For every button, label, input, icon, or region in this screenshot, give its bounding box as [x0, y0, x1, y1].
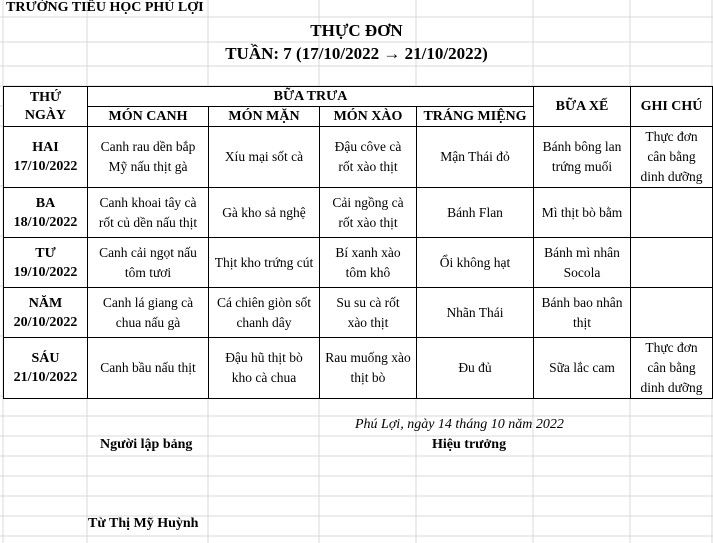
- school-name: TRƯỜNG TIỂU HỌC PHÚ LỢI: [6, 0, 204, 15]
- stirfry-cell[interactable]: [320, 288, 417, 338]
- date-label: 19/10/2022: [13, 264, 78, 280]
- snack-text: Socola: [563, 264, 601, 280]
- header-snack[interactable]: BỮA XẾ: [534, 87, 631, 127]
- soup-cell[interactable]: [88, 238, 209, 288]
- menu-row: [4, 288, 713, 338]
- salty-text: kho cà chua: [231, 370, 297, 385]
- header-day-label: THỨ: [29, 89, 62, 105]
- salty-cell[interactable]: [209, 127, 320, 188]
- note-text: cân bằng: [647, 149, 696, 164]
- weekday-label: HAI: [32, 140, 59, 155]
- note-text: Thực đơn: [645, 129, 698, 144]
- dessert-cell[interactable]: [417, 238, 534, 288]
- header-note[interactable]: GHI CHÚ: [631, 87, 713, 127]
- snack-cell[interactable]: [534, 188, 631, 238]
- stirfry-text: rốt xào thịt: [338, 159, 398, 174]
- header-stirfry[interactable]: MÓN XÀO: [320, 107, 417, 127]
- preparer-name: Từ Thị Mỹ Huỳnh: [88, 516, 199, 531]
- salty-cell[interactable]: [209, 238, 320, 288]
- stirfry-text: xào thịt: [347, 314, 389, 330]
- snack-text: Bánh bông lan: [542, 139, 622, 154]
- note-cell[interactable]: [631, 338, 713, 399]
- dessert-cell[interactable]: [417, 338, 534, 399]
- stirfry-text: Đậu côve cà: [334, 139, 402, 154]
- principal-label: Hiệu trưởng: [432, 437, 507, 452]
- day-cell[interactable]: [4, 288, 88, 338]
- soup-cell[interactable]: [88, 127, 209, 188]
- stirfry-text: tôm khô: [345, 264, 391, 280]
- note-text: dinh dưỡng: [640, 169, 703, 184]
- day-cell[interactable]: [4, 238, 88, 288]
- soup-text: Canh lá giang cà: [102, 294, 194, 310]
- weekday-label: BA: [35, 195, 56, 211]
- dessert-cell[interactable]: [417, 288, 534, 338]
- snack-cell[interactable]: [534, 338, 631, 399]
- header-salty[interactable]: MÓN MẶN: [209, 107, 320, 127]
- date-label: 20/10/2022: [13, 314, 78, 330]
- dessert-text: Đu đủ: [458, 360, 492, 375]
- stirfry-text: Rau muống xào: [325, 350, 411, 365]
- date-label: 21/10/2022: [13, 370, 78, 385]
- weekday-label: TƯ: [35, 245, 56, 261]
- snack-text: thịt: [572, 314, 591, 330]
- soup-text: Canh cải ngọt nấu: [99, 244, 197, 260]
- salty-text: Xíu mại sốt cà: [224, 149, 304, 164]
- stirfry-text: thịt bò: [350, 370, 386, 385]
- soup-text: Canh bầu nấu thịt: [100, 360, 196, 375]
- note-text: dinh dưỡng: [640, 380, 703, 395]
- menu-row: [4, 188, 713, 238]
- dessert-text: Ổi không hạt: [439, 254, 511, 270]
- soup-text: rốt củ dền nấu thịt: [98, 214, 198, 230]
- day-cell[interactable]: [4, 127, 88, 188]
- soup-text: chua nấu gà: [115, 314, 181, 330]
- dessert-text: Bánh Flan: [447, 204, 503, 220]
- soup-text: Canh khoai tây cà: [99, 194, 197, 210]
- note-text: cân bằng: [647, 360, 696, 375]
- weekday-label: NĂM: [28, 295, 63, 311]
- soup-cell[interactable]: [88, 188, 209, 238]
- menu-title: THỰC ĐƠN: [310, 21, 403, 40]
- weekday-label: SÁU: [31, 351, 60, 366]
- stirfry-cell[interactable]: [320, 188, 417, 238]
- salty-text: Gà kho sả nghệ: [222, 204, 306, 220]
- stirfry-cell[interactable]: [320, 127, 417, 188]
- stirfry-cell[interactable]: [320, 238, 417, 288]
- menu-row: [4, 238, 713, 288]
- dessert-text: Nhãn Thái: [446, 304, 504, 320]
- menu-row: [4, 338, 713, 399]
- soup-text: Canh rau dền bắp: [100, 139, 196, 154]
- preparer-label: Người lập bảng: [100, 437, 193, 452]
- soup-text: Mỹ nấu thịt gà: [108, 159, 188, 174]
- snack-text: Bánh mì nhân: [544, 244, 620, 260]
- soup-text: tôm tươi: [124, 264, 172, 280]
- place-date: Phú Lợi, ngày 14 tháng 10 năm 2022: [355, 417, 564, 432]
- note-text: Thực đơn: [645, 340, 698, 355]
- note-cell[interactable]: [631, 188, 713, 238]
- week-range: TUẦN: 7 (17/10/2022 → 21/10/2022): [225, 44, 488, 63]
- stirfry-text: Su su cà rốt: [336, 294, 400, 310]
- stirfry-text: Cải ngồng cà: [332, 194, 404, 210]
- note-cell[interactable]: [631, 288, 713, 338]
- date-label: 17/10/2022: [13, 159, 78, 174]
- snack-cell[interactable]: [534, 127, 631, 188]
- salty-cell[interactable]: [209, 188, 320, 238]
- snack-text: Mì thịt bò bằm: [541, 204, 623, 220]
- header-day-date[interactable]: [4, 87, 88, 127]
- dessert-cell[interactable]: [417, 127, 534, 188]
- dessert-text: Mận Thái đỏ: [440, 149, 510, 164]
- note-cell[interactable]: [631, 238, 713, 288]
- salty-text: Đậu hũ thịt bò: [225, 350, 303, 365]
- header-soup[interactable]: MÓN CANH: [88, 107, 209, 127]
- date-label: 18/10/2022: [13, 214, 78, 230]
- stirfry-cell[interactable]: [320, 338, 417, 399]
- header-date-label: NGÀY: [24, 107, 67, 123]
- day-cell[interactable]: [4, 338, 88, 399]
- day-cell[interactable]: [4, 188, 88, 238]
- menu-rows: [4, 127, 713, 399]
- salty-cell[interactable]: [209, 288, 320, 338]
- snack-text: Bánh bao nhân: [541, 294, 623, 310]
- salty-text: chanh dây: [236, 314, 292, 330]
- salty-cell[interactable]: [209, 338, 320, 399]
- snack-cell[interactable]: [534, 288, 631, 338]
- header-dessert[interactable]: TRÁNG MIỆNG: [417, 107, 534, 127]
- soup-cell[interactable]: [88, 338, 209, 399]
- dessert-cell[interactable]: [417, 188, 534, 238]
- menu-row: [4, 127, 713, 188]
- snack-text: Sữa lắc cam: [549, 360, 615, 375]
- soup-cell[interactable]: [88, 288, 209, 338]
- menu-table: [3, 86, 713, 399]
- stirfry-text: Bí xanh xào: [335, 244, 401, 260]
- stirfry-text: rốt xào thịt: [338, 214, 398, 230]
- note-cell[interactable]: [631, 127, 713, 188]
- salty-text: Thịt kho trứng cút: [214, 254, 314, 270]
- snack-text: trứng muối: [551, 159, 613, 174]
- snack-cell[interactable]: [534, 238, 631, 288]
- salty-text: Cá chiên giòn sốt: [216, 294, 312, 310]
- header-lunch[interactable]: BỮA TRƯA: [88, 87, 534, 107]
